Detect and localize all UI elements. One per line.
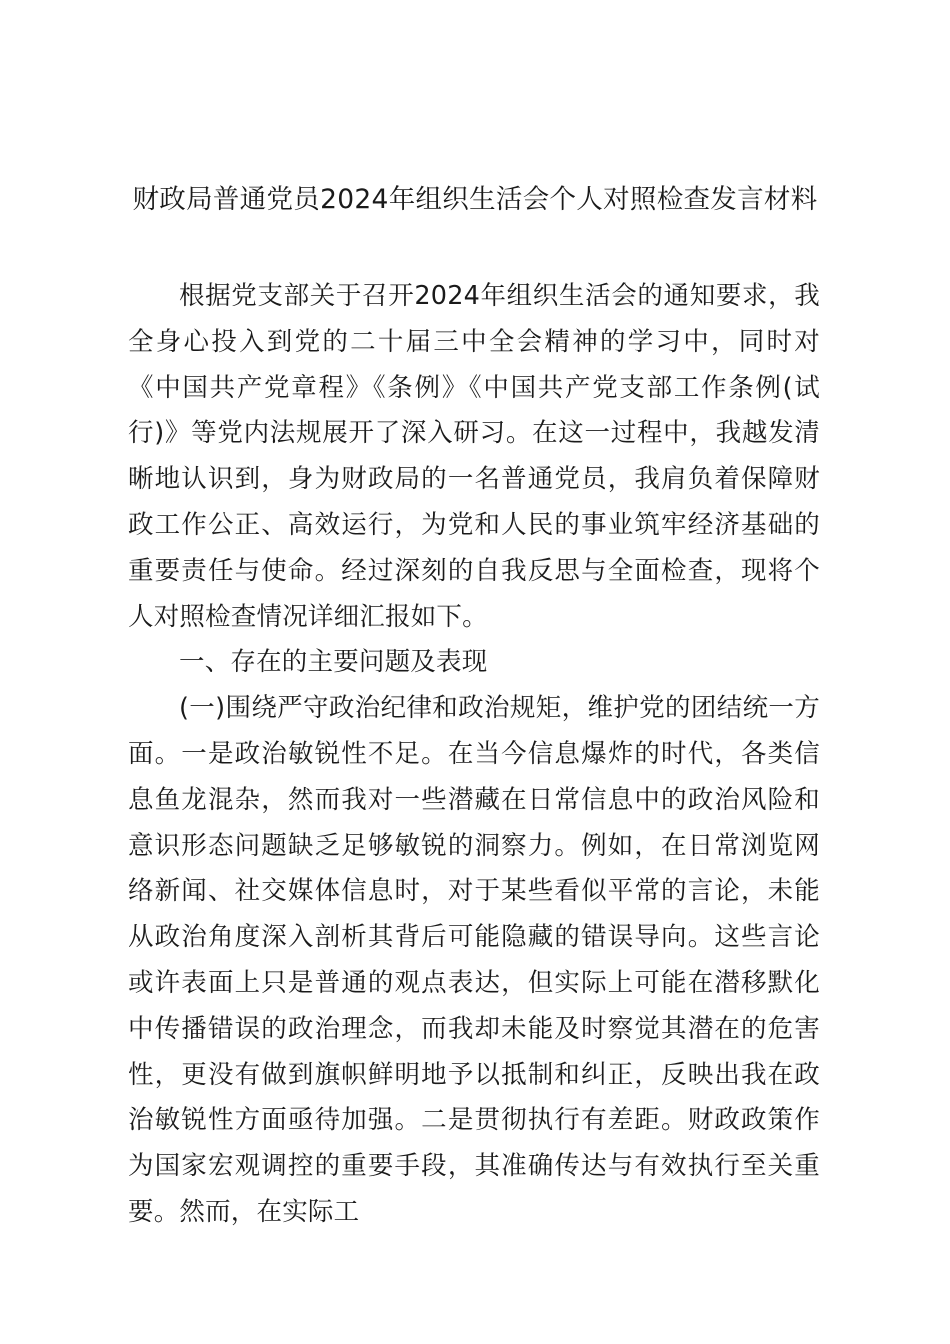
body-paragraph: (一)围绕严守政治纪律和政治规矩，维护党的团结统一方面。一是政治敏锐性不足。在当今信息爆炸的时代，各类信息鱼龙混杂，然而我对一些潜藏在日常信息中的政治风险和意识形态问题缺乏足够敏锐的洞察力。例如，在日常浏览网络新闻、社交媒体信息时，对于某些看似平常的言论，未能从政治角度深入剖析其背后可能隐藏的错误导向。这些言论或许表面上只是普通的观点表达，但实际上可能在潜移默化中传播错误的政治理念，而我却未能及时察觉其潜在的危害性，更没有做到旗帜鲜明地予以抵制和纠正，反映出我在政治敏锐性方面亟待加强。二是贯彻执行有差距。财政政策作为国家宏观调控的重要手段，其准确传达与有效执行至关重要。然而，在实际工 xyxy=(128,693,820,1227)
document-body xyxy=(128,274,820,1236)
document-title: 财政局普通党员2024年组织生活会个人对照检查发言材料 xyxy=(132,184,818,215)
intro-paragraph: 根据党支部关于召开2024年组织生活会的通知要求，我全身心投入到党的二十届三中全会精神的学习中，同时对《中国共产党章程》《条例》《中国共产党支部工作条例(试行)》等党内法规展开了深入研习。在这一过程中，我越发清晰地认识到，身为财政局的一名普通党员，我肩负着保障财政工作公正、高效运行，为党和人民的事业筑牢经济基础的重要责任与使命。经过深刻的自我反思与全面检查，现将个人对照检查情况详细汇报如下。 xyxy=(128,281,820,632)
section-heading: 一、存在的主要问题及表现 xyxy=(179,647,488,678)
